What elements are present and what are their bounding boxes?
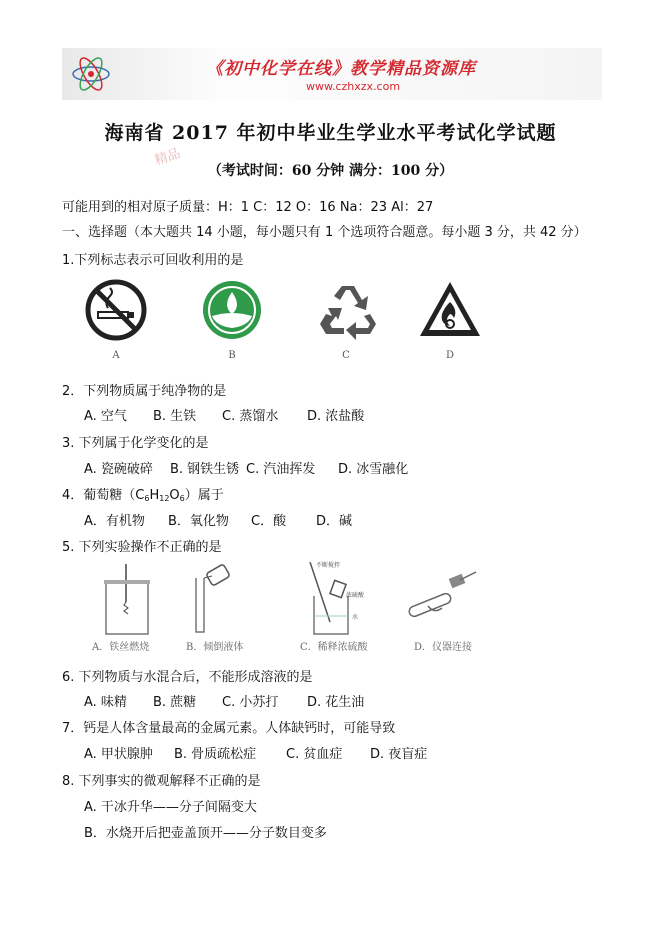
section-heading: 一、选择题（本大题共 14 小题，每小题只有 1 个选项符合题意。每小题 3 分，共 42 分） <box>62 225 587 240</box>
q4-option-a[interactable]: A．有机物 <box>84 514 145 529</box>
q2-option-d[interactable]: D. 浓盐酸 <box>307 409 365 424</box>
annotation-acid: 浓硫酸 <box>346 592 365 599</box>
q4-stem-before: 4．葡萄糖（C <box>62 488 145 503</box>
sign-label-a: A <box>112 350 120 361</box>
q6-option-c[interactable]: C. 小苏打 <box>222 695 279 710</box>
experiment-label-c: C．稀释浓硫酸 <box>300 642 368 653</box>
q4-subscript: 12 <box>159 494 170 503</box>
q4-stem-after: ）属于 <box>184 488 224 503</box>
q7-option-c[interactable]: C. 贫血症 <box>286 747 343 762</box>
experiment-label-b: B．倾倒液体 <box>186 642 244 653</box>
annotation-water: 水 <box>352 614 359 621</box>
q6-option-b[interactable]: B. 蔗糖 <box>153 695 197 710</box>
q4-subscript: 6 <box>144 494 150 503</box>
q4-option-b[interactable]: B．氧化物 <box>168 514 229 529</box>
question-2-stem: 2．下列物质属于纯净物的是 <box>62 384 227 399</box>
experiment-label-d: D．仪器连接 <box>414 642 473 653</box>
sign-label-b: B <box>228 350 236 361</box>
q2-option-a[interactable]: A. 空气 <box>84 409 127 424</box>
question-8-stem: 8. 下列事实的微观解释不正确的是 <box>62 774 261 789</box>
q8-option-a[interactable]: A. 干冰升华——分子间隔变大 <box>84 800 257 815</box>
experiment-label-a: A．铁丝燃烧 <box>92 642 150 653</box>
q6-option-d[interactable]: D. 花生油 <box>307 695 365 710</box>
pouring-liquid-icon <box>182 562 242 636</box>
page-title: 海南省 2017 年初中毕业生学业水平考试化学试题 <box>104 122 557 144</box>
q3-option-d[interactable]: D. 冰雪融化 <box>338 462 409 477</box>
banner-title: 《初中化学在线》教学精品资源库 <box>206 59 476 79</box>
q4-option-d[interactable]: D．碱 <box>316 514 353 529</box>
q7-option-d[interactable]: D. 夜盲症 <box>370 747 428 762</box>
q3-option-a[interactable]: A. 瓷碗破碎 <box>84 462 153 477</box>
flammable-warning-icon <box>418 278 482 342</box>
question-3-stem: 3. 下列属于化学变化的是 <box>62 436 209 451</box>
q3-option-b[interactable]: B. 钢铁生锈 <box>170 462 240 477</box>
q4-h: H <box>149 488 160 503</box>
connecting-apparatus-icon <box>400 562 480 636</box>
recycle-icon <box>316 278 380 342</box>
question-1-stem: 1.下列标志表示可回收利用的是 <box>62 253 244 268</box>
water-saving-icon <box>200 278 264 342</box>
q4-option-c[interactable]: C．酸 <box>251 514 287 529</box>
q7-option-a[interactable]: A. 甲状腺肿 <box>84 747 153 762</box>
sign-label-c: C <box>342 350 350 361</box>
annotation-stirring: 不断搅拌 <box>316 562 341 569</box>
question-4-stem <box>62 484 224 503</box>
q7-option-b[interactable]: B. 骨质疏松症 <box>174 747 257 762</box>
q2-option-c[interactable]: C. 蒸馏水 <box>222 409 279 424</box>
question-6-stem: 6. 下列物质与水混合后，不能形成溶液的是 <box>62 670 313 685</box>
q8-option-b[interactable]: B．水烧开后把壶盖顶开——分子数目变多 <box>84 826 327 841</box>
iron-wire-burning-icon <box>92 562 162 636</box>
q3-option-c[interactable]: C. 汽油挥发 <box>246 462 316 477</box>
question-5-stem: 5. 下列实验操作不正确的是 <box>62 540 222 555</box>
q6-option-a[interactable]: A. 味精 <box>84 695 127 710</box>
diluting-acid-icon <box>300 562 364 636</box>
exam-info: （考试时间：60 分钟 满分：100 分） <box>207 163 454 179</box>
header-banner <box>62 48 602 100</box>
question-7-stem: 7．钙是人体含量最高的金属元素。人体缺钙时，可能导致 <box>62 721 396 736</box>
watermark: 精品 <box>152 146 183 169</box>
q4-subscript: 6 <box>179 494 185 503</box>
atomic-masses: 可能用到的相对原子质量：H：1 C：12 O：16 Na：23 Al：27 <box>62 200 434 215</box>
q4-o: O <box>169 488 180 503</box>
banner-url[interactable]: www.czhxzx.com <box>306 80 401 93</box>
no-smoking-icon <box>84 278 148 342</box>
sign-label-d: D <box>445 350 455 361</box>
q2-option-b[interactable]: B. 生铁 <box>153 409 197 424</box>
molecule-logo-icon <box>68 52 114 96</box>
